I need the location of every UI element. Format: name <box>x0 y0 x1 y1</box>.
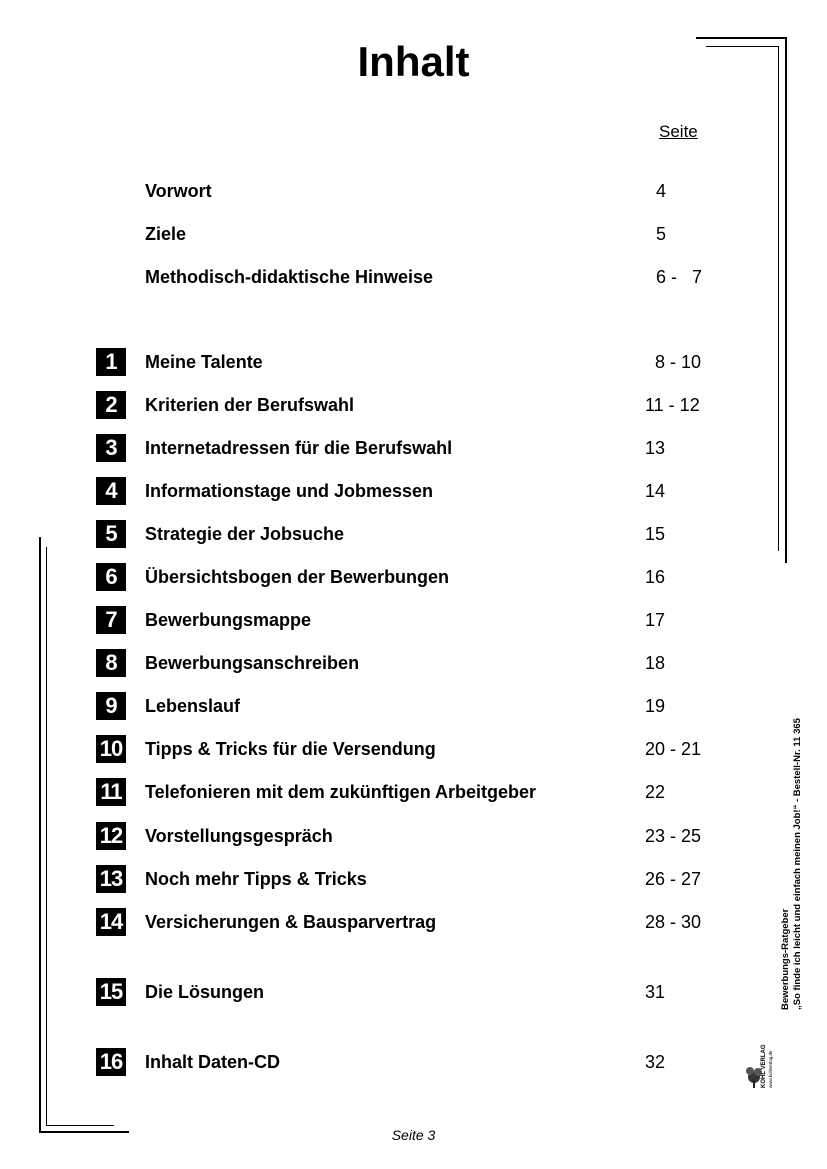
chapter-entry <box>0 691 827 721</box>
chapter-entry <box>0 519 827 549</box>
frame-line-top-right <box>696 37 787 39</box>
entry-label: Versicherungen & Bausparvertrag <box>145 912 437 932</box>
page-title: Inhalt <box>357 38 470 85</box>
entry-label: Methodisch-didaktische Hinweise <box>145 267 434 287</box>
entry-page: 31 <box>645 982 666 1002</box>
intro-entry <box>0 262 827 292</box>
entry-page: 15 <box>645 524 666 544</box>
entry-label: Noch mehr Tipps & Tricks <box>145 869 367 889</box>
publisher-name: KOHL VERLAG <box>761 1044 767 1088</box>
entry-page: 28 - 30 <box>645 912 702 932</box>
entry-page: 8 - 10 <box>645 352 702 372</box>
chapter-number-badge: 10 <box>96 735 126 763</box>
frame-line-left-outer <box>39 537 41 1133</box>
chapter-entry <box>0 864 827 894</box>
chapter-number-badge: 12 <box>96 822 126 850</box>
intro-entry <box>0 176 827 206</box>
entry-label: Vorwort <box>145 181 212 201</box>
chapter-number-badge: 4 <box>96 477 126 505</box>
entry-page: 5 <box>656 224 667 244</box>
frame-line-right-inner <box>778 46 779 551</box>
entry-page: 11 - 12 <box>645 395 700 415</box>
entry-page: 18 <box>645 653 666 673</box>
chapter-number-badge: 11 <box>96 778 126 806</box>
chapter-entry <box>0 1047 827 1077</box>
chapter-entry <box>0 821 827 851</box>
entry-label: Telefonieren mit dem zukünftigen Arbeitgeber <box>145 782 537 802</box>
chapter-number-badge: 9 <box>96 692 126 720</box>
chapter-entry <box>0 562 827 592</box>
chapter-number-badge: 6 <box>96 563 126 591</box>
chapter-number-badge: 13 <box>96 865 126 893</box>
chapter-entry <box>0 390 827 420</box>
chapter-number-badge: 2 <box>96 391 126 419</box>
entry-page: 4 <box>656 181 667 201</box>
chapter-entry <box>0 907 827 937</box>
chapter-entry <box>0 734 827 764</box>
chapter-entry <box>0 977 827 1007</box>
tree-icon <box>745 1018 773 1090</box>
chapter-number-badge: 1 <box>96 348 126 376</box>
entry-label: Tipps & Tricks für die Versendung <box>145 739 436 759</box>
side-imprint-line1: Bewerbungs-Ratgeber <box>780 908 791 1010</box>
entry-label: Lebenslauf <box>145 696 241 716</box>
publisher-logo <box>745 1018 773 1090</box>
entry-label: Kriterien der Berufswahl <box>145 395 355 415</box>
entry-label: Die Lösungen <box>145 982 265 1002</box>
entry-page: 22 <box>645 782 666 802</box>
chapter-number-badge: 14 <box>96 908 126 936</box>
frame-line-top-right-inner <box>706 46 779 47</box>
entry-page: 6 - 7 <box>656 267 703 287</box>
entry-label: Bewerbungsanschreiben <box>145 653 360 673</box>
side-imprint <box>780 670 810 1010</box>
intro-entry <box>0 219 827 249</box>
entry-label: Vorstellungsgespräch <box>145 826 333 846</box>
entry-label: Übersichtsbogen der Bewerbungen <box>145 567 450 587</box>
publisher-website: www.kohlverlag.de <box>768 1050 773 1088</box>
entry-label: Informationstage und Jobmessen <box>145 481 434 501</box>
chapter-entry <box>0 347 827 377</box>
entry-page: 19 <box>645 696 666 716</box>
entry-page: 13 <box>645 438 666 458</box>
chapter-number-badge: 16 <box>96 1048 126 1076</box>
entry-page: 16 <box>645 567 666 587</box>
chapter-number-badge: 15 <box>96 978 126 1006</box>
chapter-entry <box>0 648 827 678</box>
side-imprint-line2: „So finde ich leicht und einfach meinen Job!“ - Bestell-Nr. 11 365 <box>792 718 803 1010</box>
chapter-number-badge: 5 <box>96 520 126 548</box>
frame-line-right-outer <box>785 37 787 563</box>
chapter-entry <box>0 433 827 463</box>
chapter-entry <box>0 605 827 635</box>
entry-label: Ziele <box>145 224 187 244</box>
chapter-number-badge: 3 <box>96 434 126 462</box>
entry-page: 17 <box>645 610 666 630</box>
entry-label: Inhalt Daten-CD <box>145 1052 280 1072</box>
frame-line-left-inner <box>46 547 47 1125</box>
entry-label: Internetadressen für die Berufswahl <box>145 438 453 458</box>
entry-label: Bewerbungsmappe <box>145 610 312 630</box>
entry-page: 32 <box>645 1052 666 1072</box>
chapter-entry <box>0 777 827 807</box>
entry-page: 20 - 21 <box>645 739 702 759</box>
chapter-entry <box>0 476 827 506</box>
entry-label: Strategie der Jobsuche <box>145 524 345 544</box>
chapter-number-badge: 7 <box>96 606 126 634</box>
entry-page: 26 - 27 <box>645 869 702 889</box>
entry-label: Meine Talente <box>145 352 263 372</box>
entry-page: 23 - 25 <box>645 826 702 846</box>
page-footer: Seite 3 <box>391 1127 436 1143</box>
page-column-header: Seite <box>659 122 698 141</box>
chapter-number-badge: 8 <box>96 649 126 677</box>
entry-page: 14 <box>645 481 666 501</box>
